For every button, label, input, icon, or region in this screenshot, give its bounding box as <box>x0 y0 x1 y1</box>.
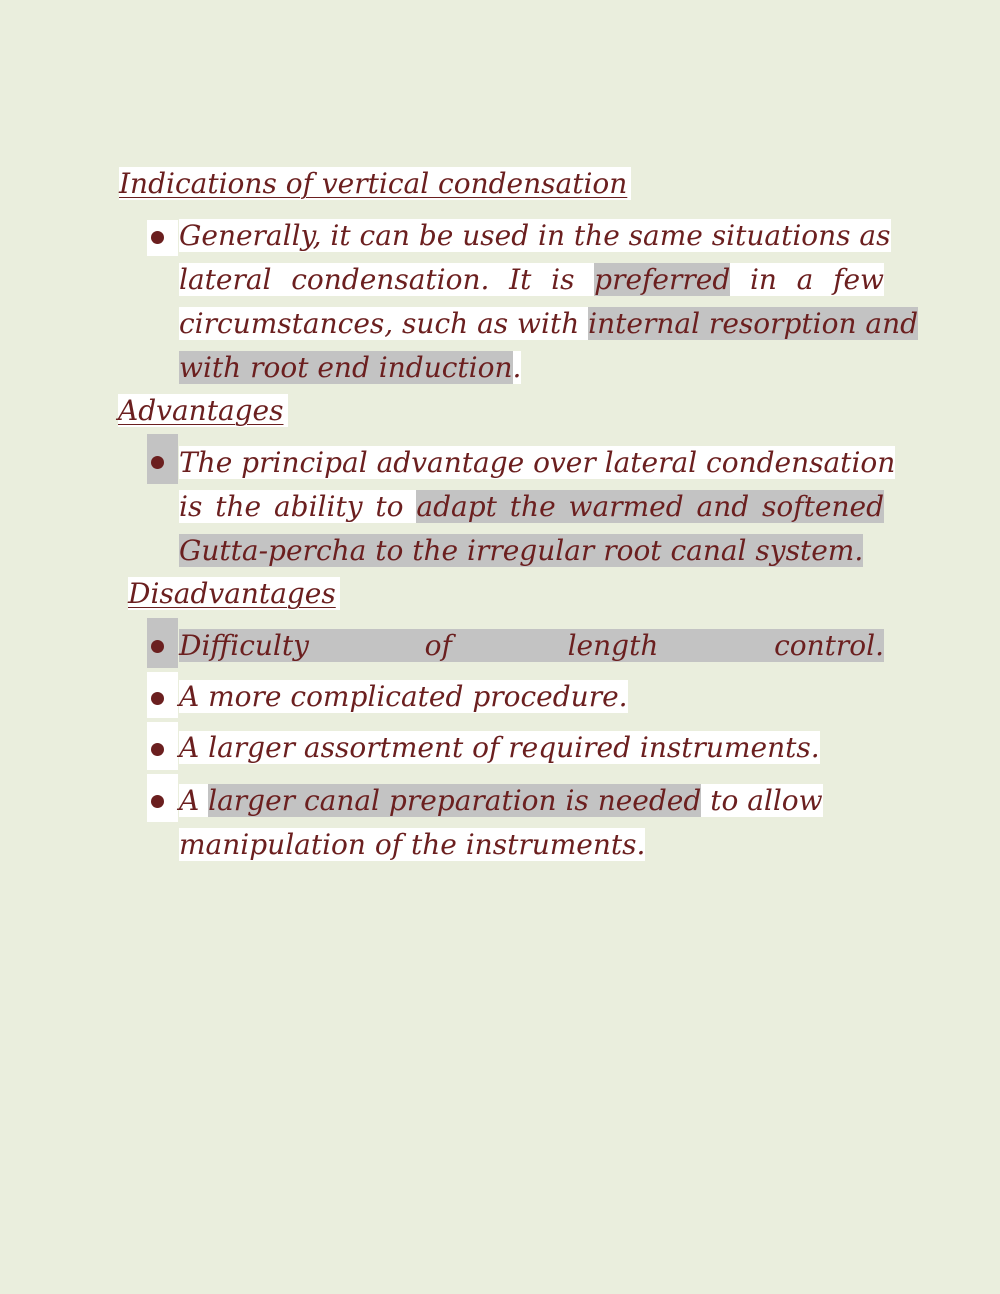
heading-advantages: Advantages <box>118 391 288 431</box>
text-segment: A <box>179 784 209 817</box>
text-line <box>179 258 884 302</box>
bullet-icon <box>151 692 164 705</box>
text-line <box>179 302 918 346</box>
highlighted-text: Difficulty of length control. <box>179 629 884 662</box>
text-segment: The principal advantage over lateral condensation <box>179 446 896 479</box>
highlighted-text: preferred <box>594 263 731 296</box>
text-segment: manipulation of the instruments. <box>179 828 646 861</box>
bullet-icon <box>151 456 164 469</box>
list-item <box>179 779 823 823</box>
text-segment: Generally, it can be used in the same situations as <box>179 219 891 252</box>
text-segment: to allow <box>701 784 823 817</box>
text-segment: A more complicated procedure. <box>179 680 628 713</box>
highlighted-text: larger canal preparation is needed <box>208 784 702 817</box>
list-item-continuation <box>179 823 645 867</box>
bullet-icon <box>151 795 164 808</box>
heading-disadvantages: Disadvantages <box>128 574 340 614</box>
heading-indications: Indications of vertical condensation <box>119 164 631 204</box>
list-item <box>179 675 628 719</box>
highlighted-text: Gutta-percha to the irregular root canal system. <box>179 534 864 567</box>
text-segment: lateral condensation. It is <box>179 263 595 296</box>
text-segment: A larger assortment of required instruments. <box>179 731 820 764</box>
text-segment: . <box>512 351 522 384</box>
text-segment: circumstances, such as with <box>179 307 589 340</box>
text-line <box>179 441 895 485</box>
bullet-icon <box>151 640 164 653</box>
text-segment: is the ability to <box>179 490 417 523</box>
bullet-icon <box>151 743 164 756</box>
text-segment: in a few <box>730 263 884 296</box>
list-item <box>179 726 820 770</box>
highlighted-text: internal resorption and <box>588 307 919 340</box>
text-line <box>179 529 863 573</box>
text-line <box>179 214 891 258</box>
highlighted-text: adapt the warmed and softened <box>416 490 884 523</box>
list-item <box>179 624 884 668</box>
text-line <box>179 485 884 529</box>
bullet-icon <box>151 231 164 244</box>
text-line <box>179 346 521 390</box>
highlighted-text: with root end induction <box>179 351 513 384</box>
